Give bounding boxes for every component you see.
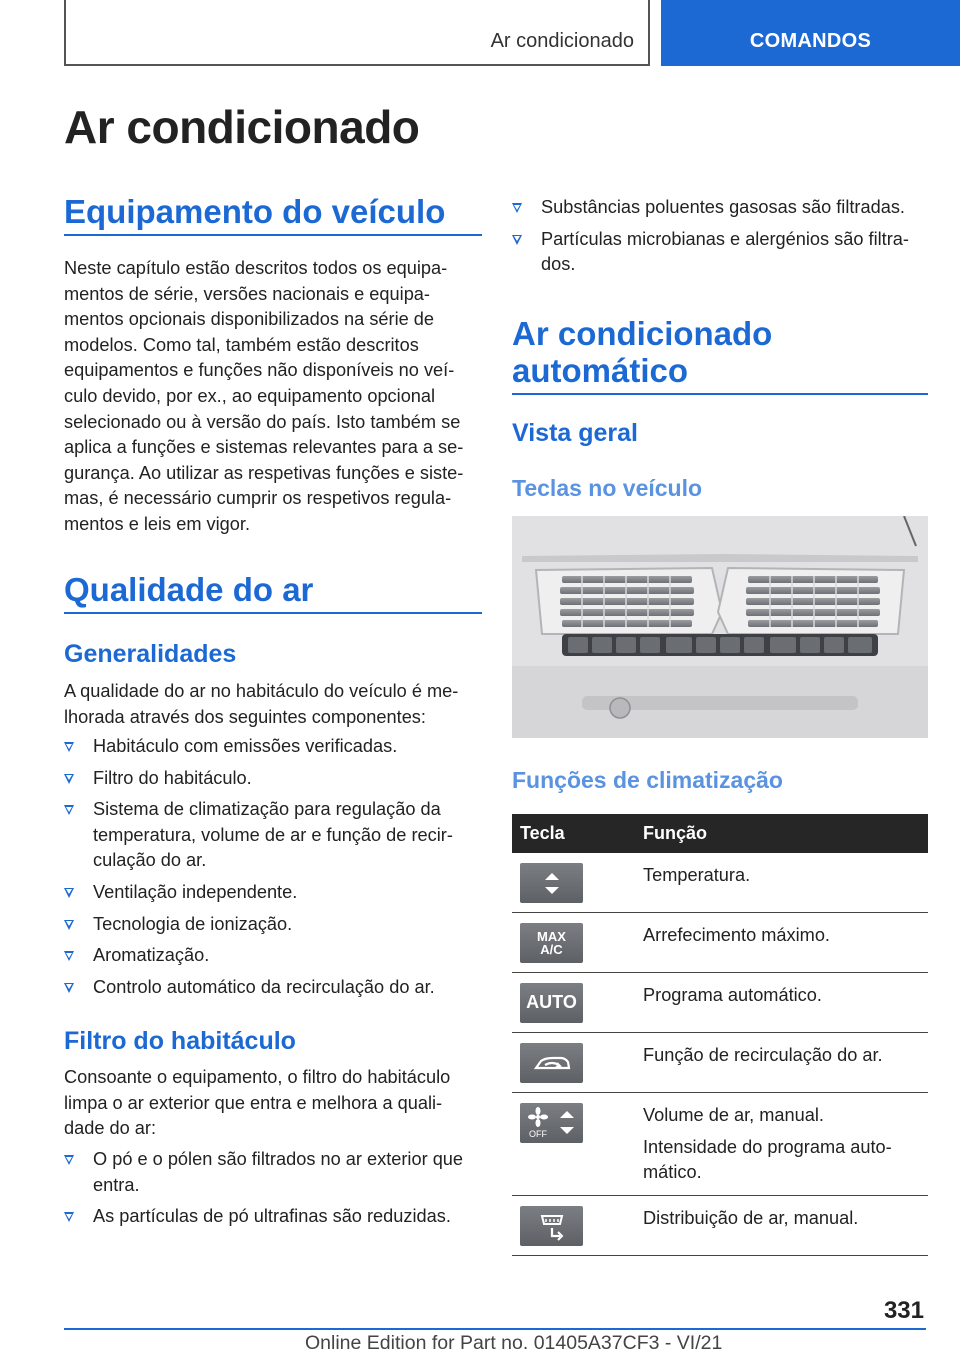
icon-label: MAX (537, 929, 566, 944)
text-line: mentos de série, versões nacionais e equipa- (64, 283, 430, 304)
heading-rule (64, 612, 482, 614)
header-section-box (64, 0, 650, 66)
bullet-triangle-icon (64, 1212, 74, 1222)
heading-automatic-ac (512, 315, 772, 389)
text-line: limpa o ar exterior que entra e melhora a quali- (64, 1092, 443, 1113)
heading-rule (64, 234, 482, 236)
filter-list-continued (512, 195, 928, 284)
text-line: lhorada através dos seguintes componentes: (64, 706, 426, 727)
heading-cabin-filter: Filtro do habitáculo (64, 1027, 296, 1055)
heading-climate-functions: Funções de climatização (512, 767, 783, 793)
function-text: Volume de ar, manual. (643, 1105, 824, 1125)
heading-rule (512, 393, 928, 395)
table-row (512, 853, 928, 913)
function-cell (643, 853, 928, 913)
components-list (64, 734, 482, 1006)
icon-label: OFF (528, 1129, 547, 1139)
text-line: Consoante o equipamento, o filtro do habitáculo (64, 1067, 451, 1087)
recirculation-icon (520, 1043, 583, 1083)
table-row (512, 1195, 928, 1255)
table-row (512, 1093, 928, 1196)
text-line: mentos opcionais disponibilizados na série de (64, 309, 435, 330)
text-line: dade do ar: (64, 1118, 157, 1139)
text-line: gurança. Ao utilizar as respetivas funções e siste- (64, 462, 464, 483)
heading-vehicle-equipment: Equipamento do veículo (64, 193, 446, 230)
function-text: Temperatura. (643, 865, 751, 885)
header-section-title: Ar condicionado (490, 30, 634, 52)
list-item (64, 880, 482, 906)
text-line: aplica a funções e sistemas relevantes para a se- (64, 437, 464, 458)
heading-air-quality: Qualidade do ar (64, 571, 314, 608)
climate-panel-photo (512, 516, 928, 738)
list-item-text: Sistema de climatização para regulação da temperatura, volume de ar e função de recir- culação do ar. (93, 799, 453, 871)
list-item (64, 912, 482, 938)
bullet-triangle-icon (64, 805, 74, 815)
list-item-text: Partículas microbianas e alergénios são filtra- dos. (541, 228, 909, 275)
key-cell (512, 973, 643, 1033)
bullet-triangle-icon (64, 1155, 74, 1165)
bullet-triangle-icon (512, 203, 522, 213)
bullet-triangle-icon (64, 983, 74, 993)
table-row (512, 973, 928, 1033)
list-item (64, 797, 482, 874)
bullet-triangle-icon (64, 888, 74, 898)
list-item (512, 195, 928, 221)
list-item (512, 227, 928, 278)
key-cell (512, 1033, 643, 1093)
list-item-text: Substâncias poluentes gasosas são filtradas. (541, 197, 905, 217)
list-item-text: Habitáculo com emissões verificadas. (93, 736, 398, 756)
text-line: equipamentos e funções não disponíveis no veí- (64, 360, 455, 381)
key-cell (512, 1195, 643, 1255)
heading-line: automático (512, 352, 689, 389)
key-cell (512, 1093, 643, 1196)
icon-label: A/C (540, 942, 563, 957)
heading-overview: Vista geral (512, 419, 639, 447)
function-text: Função de recirculação do ar. (643, 1045, 883, 1065)
key-cell (512, 853, 643, 913)
heading-general: Generalidades (64, 640, 237, 668)
function-text: Intensidade do programa auto- mático. (643, 1136, 892, 1183)
page-number: 331 (883, 1297, 924, 1324)
climate-functions-table (512, 814, 928, 1256)
list-item (64, 1204, 484, 1230)
footer-edition: Online Edition for Part no. 01405A37CF3 - VI/21 (305, 1332, 723, 1354)
heading-line: Ar condicionado (512, 315, 773, 352)
cabin-filter-text (64, 1065, 450, 1142)
list-item (64, 1147, 484, 1198)
table-header-row (512, 814, 928, 853)
fan-volume-icon (520, 1103, 583, 1143)
function-cell (643, 1033, 928, 1093)
function-cell (643, 973, 928, 1033)
list-item (64, 766, 482, 792)
bullet-triangle-icon (64, 742, 74, 752)
text-line: mas, é necessário cumprir os respetivos regula- (64, 488, 452, 509)
page-title: Ar condicionado (64, 101, 420, 153)
bullet-triangle-icon (64, 920, 74, 930)
footer-rule (64, 1328, 926, 1330)
list-item-text: Ventilação independente. (93, 881, 298, 902)
table-row (512, 1033, 928, 1093)
column-header-function: Função (643, 814, 928, 853)
list-item-text: Filtro do habitáculo. (93, 767, 252, 788)
text-line: mentos e leis em vigor. (64, 513, 250, 534)
key-cell (512, 913, 643, 973)
temperature-arrows-icon (520, 863, 583, 903)
header-chapter-title: COMANDOS (749, 30, 872, 52)
bullet-triangle-icon (64, 951, 74, 961)
list-item-text: Tecnologia de ionização. (93, 913, 293, 934)
air-distribution-icon (520, 1206, 583, 1246)
list-item (64, 943, 482, 969)
header-chapter-tab[interactable] (661, 0, 960, 66)
text-line: Neste capítulo estão descritos todos os equipa- (64, 258, 448, 278)
list-item-text: As partículas de pó ultrafinas são reduzidas. (93, 1206, 451, 1227)
bullet-triangle-icon (512, 235, 522, 245)
column-header-key: Tecla (512, 814, 643, 853)
table-row (512, 913, 928, 973)
function-cell (643, 913, 928, 973)
text-line: selecionado ou à versão do país. Isto também se (64, 411, 461, 432)
function-text: Distribuição de ar, manual. (643, 1207, 859, 1228)
max-ac-icon (520, 923, 583, 963)
list-item (64, 975, 482, 1001)
text-line: culo devido, por ex., ao equipamento opcional (64, 385, 436, 406)
function-text: Programa automático. (643, 985, 822, 1005)
auto-icon (520, 983, 583, 1023)
list-item-text: O pó e o pólen são filtrados no ar exterior que entra. (93, 1149, 464, 1195)
filter-list (64, 1147, 484, 1236)
function-cell (643, 1093, 928, 1196)
list-item-text: Controlo automático da recirculação do ar. (93, 976, 435, 997)
function-text: Arrefecimento máximo. (643, 925, 830, 945)
climate-panel-illustration (512, 516, 928, 738)
icon-label: AUTO (526, 992, 577, 1013)
heading-vehicle-keys: Teclas no veículo (512, 475, 703, 501)
general-text (64, 679, 458, 730)
bullet-triangle-icon (64, 774, 74, 784)
text-line: modelos. Como tal, também estão descritos (64, 334, 419, 355)
list-item (64, 734, 482, 760)
text-line: A qualidade do ar no habitáculo do veículo é me- (64, 681, 459, 701)
vehicle-equipment-text (64, 256, 463, 538)
function-cell (643, 1195, 928, 1255)
list-item-text: Aromatização. (93, 945, 210, 966)
